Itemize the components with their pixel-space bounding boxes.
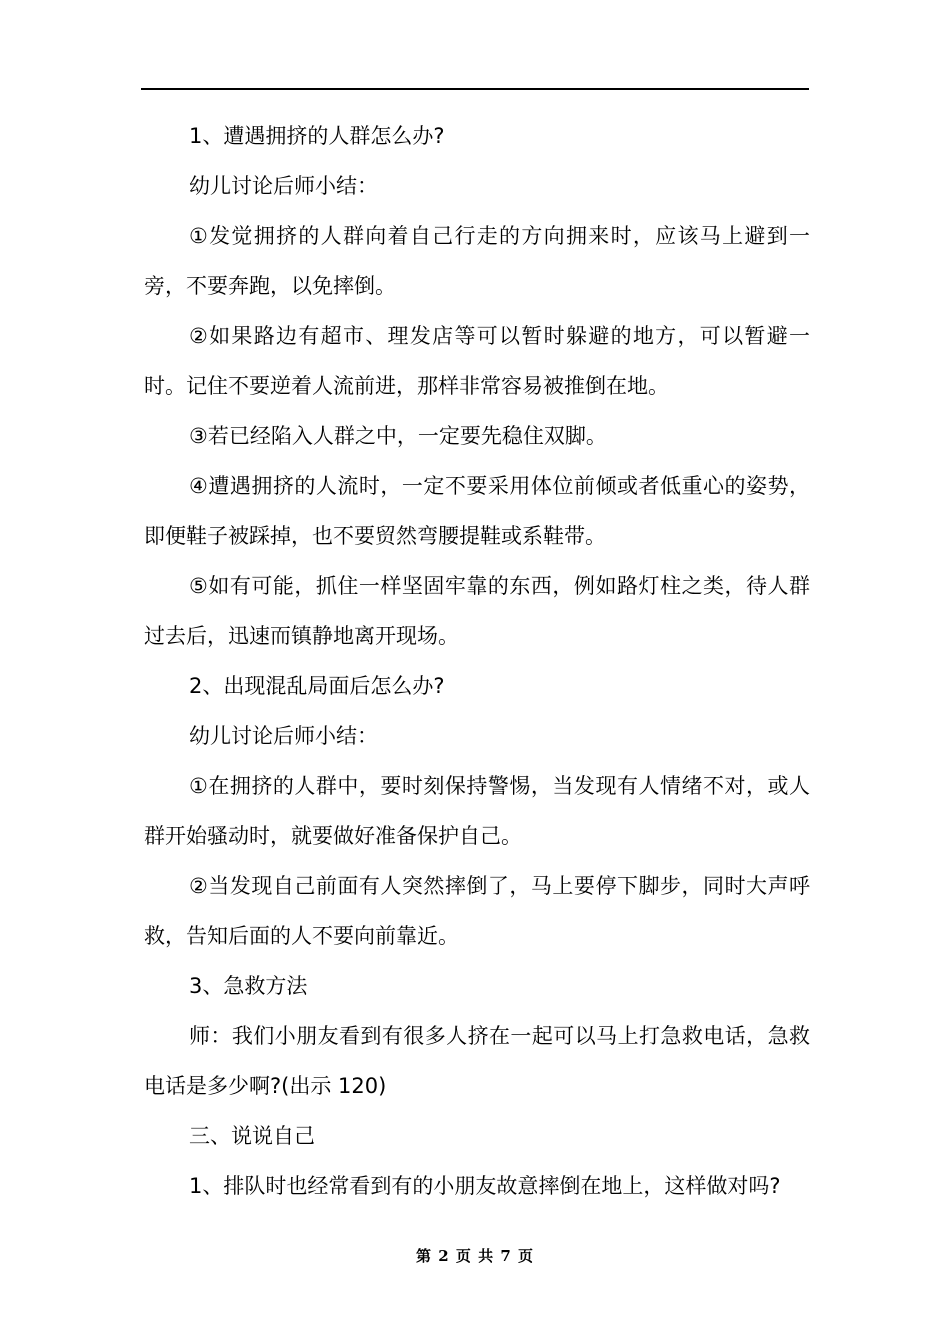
paragraph: 三、说说自己 (189, 1124, 315, 1148)
paragraph: ①在拥挤的人群中，要时刻保持警惕，当发现有人情绪不对，或人群开始骚动时，就要做好准备保护自己。 (144, 774, 810, 848)
document-body (144, 111, 810, 1211)
paragraph: 3、急救方法 (189, 974, 308, 998)
paragraph: ④遭遇拥挤的人流时，一定不要采用体位前倾或者低重心的姿势，即便鞋子被踩掉，也不要贸然弯腰提鞋或系鞋带。 (144, 474, 810, 548)
paragraph: ②当发现自己前面有人突然摔倒了，马上要停下脚步，同时大声呼救，告知后面的人不要向前靠近。 (144, 874, 810, 948)
paragraph: ①发觉拥挤的人群向着自己行走的方向拥来时，应该马上避到一旁，不要奔跑，以免摔倒。 (144, 224, 810, 298)
paragraph: 幼儿讨论后师小结： (189, 174, 378, 198)
paragraph: ③若已经陷入人群之中，一定要先稳住双脚。 (189, 424, 607, 448)
paragraph: 1、遭遇拥挤的人群怎么办? (189, 124, 445, 148)
paragraph: 1、排队时也经常看到有的小朋友故意摔倒在地上，这样做对吗? (189, 1174, 781, 1198)
paragraph: 2、出现混乱局面后怎么办? (189, 674, 445, 698)
paragraph: 师：我们小朋友看到有很多人挤在一起可以马上打急救电话，急救电话是多少啊?(出示 120) (144, 1024, 810, 1098)
header-rule (141, 88, 809, 90)
paragraph: 幼儿讨论后师小结： (189, 724, 378, 748)
paragraph: ⑤如有可能，抓住一样坚固牢靠的东西，例如路灯柱之类，待人群过去后，迅速而镇静地离开现场。 (144, 574, 810, 648)
page-number-footer: 第 2 页 共 7 页 (416, 1247, 534, 1265)
paragraph: ②如果路边有超市、理发店等可以暂时躲避的地方，可以暂避一时。记住不要逆着人流前进，那样非常容易被推倒在地。 (144, 324, 810, 398)
